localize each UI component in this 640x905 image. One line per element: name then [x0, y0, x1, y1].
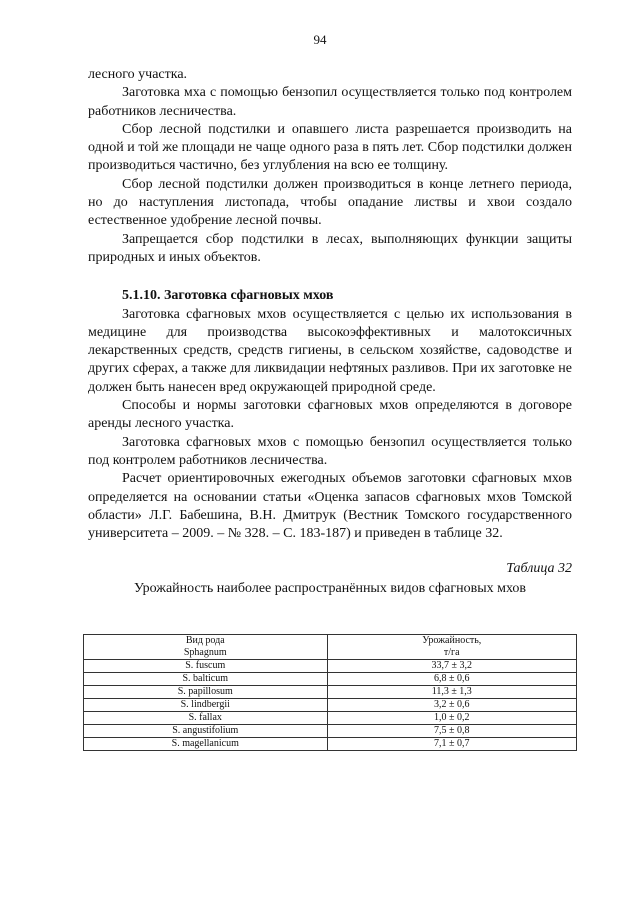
species-cell: S. angustifolium	[84, 725, 328, 738]
species-cell: S. balticum	[84, 673, 328, 686]
yield-cell: 7,1 ± 0,7	[327, 738, 577, 751]
yield-cell: 6,8 ± 0,6	[327, 673, 577, 686]
paragraph: Расчет ориентировочных ежегодных объемов заготовки сфагновых мхов определяется на основании статьи «Оценка запасов сфагновых мхов Томской области» Л.Г. Бабешина, В.Н. Дмитрук (Вестник Томского государственного университета – 2009. – № 328. – С. 183-187) и приведен в таблице 32.	[88, 471, 572, 542]
yield-cell: 3,2 ± 0,6	[327, 699, 577, 712]
table-row	[84, 699, 577, 712]
yield-cell: 11,3 ± 1,3	[327, 686, 577, 699]
table-row	[84, 725, 577, 738]
table-label: Таблица 32	[506, 561, 572, 577]
yield-cell: 7,5 ± 0,8	[327, 725, 577, 738]
paragraph: Способы и нормы заготовки сфагновых мхов определяются в договоре аренды лесного участка.	[88, 398, 572, 432]
paragraph: Сбор лесной подстилки должен производиться в конце летнего периода, но до наступления листопада, чтобы опадание листвы и хвои создало естественное удобрение лесной почвы.	[88, 176, 572, 229]
body-text	[88, 66, 572, 598]
paragraph: Заготовка мха с помощью бензопил осуществляется только под контролем работников лесничества.	[88, 85, 572, 119]
header-yield-line2: т/га	[443, 647, 460, 658]
section-heading: 5.1.10. Заготовка сфагновых мхов	[122, 288, 334, 304]
yield-cell: 1,0 ± 0,2	[327, 712, 577, 725]
species-cell: S. fuscum	[84, 660, 328, 673]
table-row	[84, 686, 577, 699]
header-yield-line1: Урожайность,	[422, 635, 482, 646]
header-species-line1: Вид рода	[185, 635, 225, 646]
paragraph: Запрещается сбор подстилки в лесах, выполняющих функции защиты природных и иных объектов.	[88, 231, 572, 265]
table-header-row	[84, 635, 577, 660]
table-row	[84, 712, 577, 725]
table-title: Урожайность наиболее распространённых видов сфагновых мхов	[133, 580, 527, 596]
species-cell: S. fallax	[84, 712, 328, 725]
paragraph: Заготовка сфагновых мхов осуществляется с целью их использования в медицине для производства высокоэффективных и малотоксичных лекарственных средств, средств гигиены, в сельском хозяйстве, садоводстве и других сферах, а также для ликвидации нефтяных разливов. При их заготовке не должен быть нанесен вред окружающей природной среде.	[88, 306, 572, 395]
yield-cell: 33,7 ± 3,2	[327, 660, 577, 673]
species-cell: S. magellanicum	[84, 738, 328, 751]
paragraph: Сбор лесной подстилки и опавшего листа разрешается производить на одной и той же площади не чаще одного раза в пять лет. Сбор подстилки должен производиться частично, без углубления на всю ее толщину.	[88, 121, 572, 174]
table-row	[84, 660, 577, 673]
paragraph: лесного участка.	[88, 67, 188, 82]
header-species-line2: Sphagnum	[183, 647, 227, 658]
species-cell: S. lindbergii	[84, 699, 328, 712]
paragraph: Заготовка сфагновых мхов с помощью бензопил осуществляется только под контролем работников лесничества.	[88, 434, 572, 468]
table-row	[84, 673, 577, 686]
yield-table	[83, 634, 577, 751]
species-cell: S. papillosum	[84, 686, 328, 699]
header-species	[84, 635, 328, 660]
table-row	[84, 738, 577, 751]
header-yield	[327, 635, 577, 660]
page-number: 94	[313, 32, 327, 47]
